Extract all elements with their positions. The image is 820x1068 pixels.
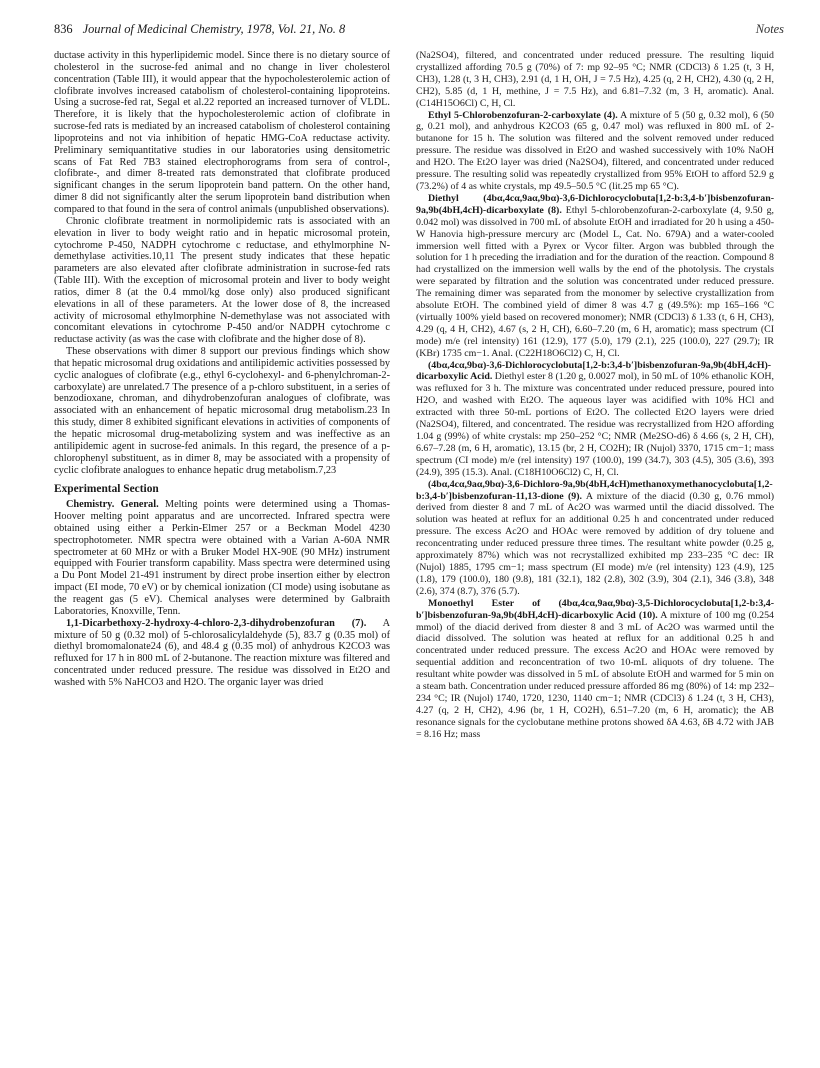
compound-title: (4bα,4cα,9bα)-3,6-Dichlorocyclobuta[1,2-b:3,4-b′]bisbenzofuran-9a,9b(4bH,4cH)-dicarboxylic Acid.: [416, 359, 772, 383]
experimental-paragraph: [416, 360, 774, 479]
journal-info: Journal of Medicinal Chemistry, 1978, Vol. 21, No. 8: [82, 22, 346, 36]
section-label: Notes: [755, 22, 784, 36]
compound-title: Ethyl 5-Chlorobenzofuran-2-carboxylate (4).: [428, 109, 618, 121]
discussion-paragraph: Chronic clofibrate treatment in normolipidemic rats is associated with an elevation in liver to body weight ratio and in hepatic microsomal protein, cytochrome P-450, NADPH cytochrome c reductase, and ethylmorphine N-demethylase activities.10,11 The present study indicates that these hepatic parameters are also elevated after clofibrate administration in sucrose-fed rats (Table III). With the exception of microsomal protein and liver to body weight ratios, dimer 8 (at the 0.4 mmol/kg dose only) also produced significant elevations in all of these parameters. At the lower dose of 8, the increased activity of microsomal ethylmorphine N-demethylase was not associated with concomitant elevations in cytochrome P-450 and/or NADPH cytochrome c reductase activity (as was the case with clofibrate and the higher dose of 8).: [54, 215, 390, 346]
discussion-paragraph: ductase activity in this hyperlipidemic model. Since there is no dietary source of cholesterol in the sucrose-fed animal and no change in liver cholesterol concentration (Table III), it would appear that the hypocholesterolemic action of clofibrate involves increased catabolism of cholesterol-containing lipoproteins. Using a sucrose-fed rat, Segal et al.22 reported an increased turnover of VLDL. Therefore, it is likely that the hypocholesterolemic action of clofibrate in sucrose-fed rats is mediated by an increased catabolism of cholesterol containing lipoproteins and not via inhibition of hepatic HMG-CoA reductase activity. Preliminary semiquantitative studies in our laboratories using densitometric scans of Fat Red 7B3 stained electrophorograms from sera of control-, clofibrate-, and dimer 8-treated rats demonstrated that clofibrate produced significant changes in the serum lipoprotein band pattern. On the other hand, dimer 8 did not significantly alter the serum lipoprotein band distribution when compared to that found in the sera of control animals (unpublished observations).: [54, 50, 390, 215]
running-head: [54, 22, 345, 37]
compound-title: (4bα,4cα,9aα,9bα)-3,6-Dichloro-9a,9b(4bH,4cH)methanoxymethanocyclobuta[1,2-b:3,4-b′]bisbenzofuran-11,13-dione (9).: [416, 478, 773, 502]
compound-title: Monoethyl Ester of (4bα,4cα,9aα,9bα)-3,5-Dichlorocyclobuta[1,2-b:3,4-b′]bisbenzofuran-9a,9b(4bH,4cH)-dicarboxylic Acid (10).: [416, 597, 774, 621]
left-column: [54, 50, 390, 689]
experimental-paragraph: [416, 193, 774, 360]
experimental-paragraph: (Na2SO4), filtered, and concentrated under reduced pressure. The resulting liquid crystallized affording 70.5 g (70%) of 7: mp 92–95 °C; NMR (CDCl3) δ 1.25 (t, 3 H, CH3), 1.28 (t, 3 H, CH3), 2.91 (d, 1 H, OH, J = 7.5 Hz), 4.25 (q, 2 H, CH2), 4.30 (q, 2 H, CH2), 5.85 (d, 1 H, methine, J = 7.5 Hz), and 6.81–7.32 (m, 3 H, aromatic). Anal. (C14H15O6Cl) C, H, Cl.: [416, 50, 774, 109]
paragraph-text: Ethyl 5-chlorobenzofuran-2-carboxylate (4, 9.50 g, 0.042 mol) was dissolved in 700 mL of absolute EtOH and irradiated for 20 h using a 450-W Hanovia high-pressure mercury arc (Model L, Cat. No. 679A) and a water-cooled immersion well fitted with a Pyrex or Vycor filter. Argon was bubbled through the solution for 1 h preceding the irradiation and for the duration of the reaction. Compound 8 had crystallized on the immersion well walls by the end of the photolysis. The crystals were separated by filtration and the solution was concentrated under reduced pressure. The remaining dimer was separated from the monomer by selective crystallization from absolute EtOH. The combined yield of dimer 8 was 4.7 g (49.5%): mp 165–166 °C (virtually 100% yield based on recovered monomer); NMR (CDCl3) δ 1.33 (t, 6 H, CH3), 4.29 (q, 4 H, CH2), 4.67 (s, 2 H, CH), 6.60–7.20 (m, 6 H, aromatic); mass spectrum (CI mode) m/e (rel intensity) 161 (12.9), 177 (5.0), 179 (2.1), 225 (100.0), 227 (29.7); IR (KBr) 1735 cm−1. Anal. (C22H18O6Cl2) C, H, Cl.: [416, 204, 774, 359]
page-number: 836: [54, 22, 73, 36]
paragraph-title: Chemistry. General.: [66, 499, 159, 511]
discussion-paragraph: These observations with dimer 8 support our previous findings which show that hepatic microsomal drug oxidations and antilipidemic activities possessed by cyclic analogues of clofibrate (e.g., ethyl 6-cyclohexyl- and 6-phenylchroman-2-carboxylate) are unrelated.7 The presence of a p-chloro substituent, in a series of benzodioxane, chroman, and dihydrobenzofuran analogues of clofibrate, was associated with an enhancement of hepatic microsomal drug metabolism.23 In this study, dimer 8 exhibited significant elevations in activities of components of the hepatic microsomal drug-metabolizing system and was ineffective as an antilipidemic agent in sucrose-fed animals. In this regard, the presence of a p-chlorophenyl substituent, as in dimer 8, may be associated with a propensity of cyclic clofibrate analogues to enhance hepatic drug metabolism.7,23: [54, 346, 391, 476]
experimental-paragraph: [54, 499, 390, 617]
experimental-paragraph: [54, 618, 390, 689]
right-column: [416, 50, 774, 741]
page-header: [54, 22, 784, 42]
experimental-paragraph: [416, 598, 774, 741]
paragraph-text: A mixture of the diacid (0.30 g, 0.76 mmol) derived from diester 8 and 7 mL of Ac2O was warmed until the diacid dissolved. The solution was heated at reflux for an additional 0.25 h and concentrated under reduced pressure. The excess Ac2O and HOAc were removed by addition of dry toluene and reconcentrating under reduced pressure three times. The resultant white powder (0.25 g, approximately 87%) which was not recrystallized exhibited mp 233–235 °C dec: IR (Nujol) 1885, 1795 cm−1; mass spectrum (EI mode) m/e (rel intensity) 123 (4.9), 125 (1.8), 179 (100.0), 180 (9.8), 181 (32.1), 182 (2.8), 302 (3.9), 304 (2.1), 346 (3.8), 348 (2.6), 374 (8.7), 376 (5.7).: [416, 490, 774, 597]
paragraph-text: A mixture of 50 g (0.32 mol) of 5-chlorosalicylaldehyde (5), 83.7 g (0.35 mol) of diethyl bromomalonate24 (6), and 48.4 g (0.35 mol) of anhydrous K2CO3 was refluxed for 17 h in 800 mL of 2-butanone. The reaction mixture was filtered and concentrated under reduced pressure. The residue was dissolved in Et2O and washed with 5% NaHCO3 and H2O. The organic layer was dried: [54, 617, 390, 688]
paragraph-text: Melting points were determined using a Thomas-Hoover melting point apparatus and are uncorrected. Infrared spectra were obtained using either a Perkin-Elmer 257 or a Beckman Model 4230 spectrophotometer. NMR spectra were obtained with a Varian A-60A NMR spectrometer at 60 MHz or with a Bruker Model HX-90E (90 MHz) instrument equipped with Fourier transform capability. Mass spectra were determined using a Du Pont Model 21-491 instrument by direct probe insertion either by electron impact (EI mode, 70 eV) or by chemical ionization (CI mode) using isobutane as the reagent gas (5 eV). Chemical analyses were determined by Galbraith Laboratories, Knoxville, Tenn.: [54, 499, 390, 617]
section-heading: Experimental Section: [54, 483, 159, 496]
paragraph-text: Diethyl ester 8 (1.20 g, 0.0027 mol), in 50 mL of 10% ethanolic KOH, was refluxed for 3 h. The mixture was concentrated under reduced pressure, poured into H2O, and washed with Et2O. The aqueous layer was acidified with 10% HCl and extracted with three 50-mL portions of Et2O. The collected Et2O layers were dried (Na2SO4), filtered, and concentrated. The residue was recrystallized from H2O affording 1.04 g (99%) of white crystals: mp 250–252 °C; NMR (Me2SO-d6) δ 4.66 (s, 2 H, CH), 6.67–7.28 (m, 6 H, aromatic), 13.15 (br, 2 H, CO2H); IR (Nujol) 3370, 1715 cm−1; mass spectrum (CI mode) m/e (rel intensity) 197 (100.0), 199 (34.7), 303 (4.5), 305 (3.6), 393 (24.9), 395 (15.3). Anal. (C18H10O6Cl2) C, H, Cl.: [416, 371, 774, 478]
experimental-paragraph: [416, 110, 774, 193]
paragraph-text: A mixture of 100 mg (0.254 mmol) of the diacid derived from diester 8 and 3 mL of Ac2O was warmed until the diacid dissolved. The solution was heated at reflux for an additional 0.25 h and concentrated under reduced pressure. The excess Ac2O and HOAc were removed by sequential addition and reconcentration of two 10-mL aliquots of dry toluene. The resultant white powder was dissolved in 5 mL of absolute EtOH and warmed for 5 min on a steam bath. Concentration under reduced pressure afforded 86 mg (80%) of 14: mp 232–234 °C; IR (Nujol) 1740, 1720, 1230, 1140 cm−1; NMR (CDCl3) δ 1.24 (t, 3 H, CH3), 4.27 (q, 2 H, CH2), 4.96 (br, 1 H, CO2H), 6.51–7.20 (m, 6 H, aromatic); the AB resonance signals for the cyclobutane methine protons showed δA 4.63, δB 4.72 with JAB = 8.16 Hz; mass: [416, 609, 774, 740]
compound-title: Diethyl (4bα,4cα,9aα,9bα)-3,6-Dichlorocyclobuta[1,2-b:3,4-b′]bisbenzofuran-9a,9b(4bH,4cH)-dicarboxylate (8).: [416, 192, 774, 216]
compound-title: 1,1-Dicarbethoxy-2-hydroxy-4-chloro-2,3-dihydrobenzofuran (7).: [66, 617, 367, 629]
experimental-paragraph: [416, 479, 774, 598]
paragraph-text: A mixture of 5 (50 g, 0.32 mol), 6 (50 g, 0.21 mol), and anhydrous K2CO3 (65 g, 0.47 mol) was refluxed in 800 mL of 2-butanone for 15 h. The solution was filtered and the solvent removed under reduced pressure. The residue was dissolved in Et2O and washed successively with 10% NaOH and H2O. The Et2O layer was dried (Na2SO4), filtered, and concentrated under reduced pressure. The resulting solid was repeatedly crystallized from 95% EtOH to afford 52.9 g (73.2%) of 4 as white crystals, mp 49.5–50.5 °C (lit.25 mp 65 °C).: [416, 109, 774, 192]
